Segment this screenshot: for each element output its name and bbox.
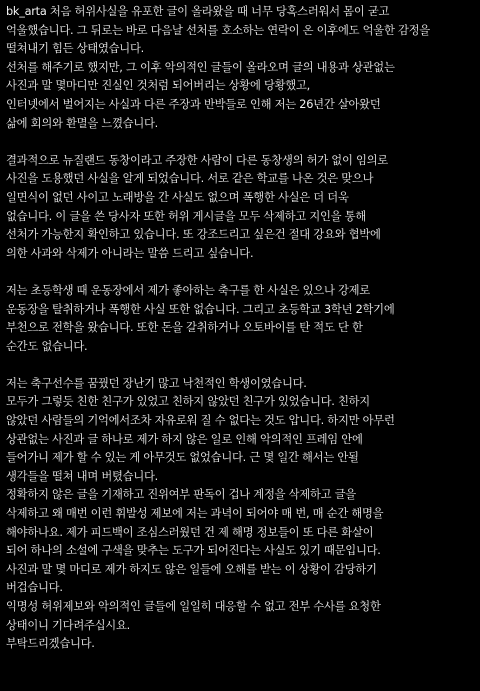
text-line: 결과적으로 뉴질랜드 동창이라고 주장한 사람이 다른 동창생의 허가 없이 임의로 — [6, 153, 388, 167]
text-line: 사진과 말 몇 마디로 제가 하지도 않은 일들에 오해를 받는 이 상황이 감당하기 — [6, 562, 377, 576]
paragraph-1 — [6, 3, 474, 133]
text-line: bk_arta 처음 허위사실을 유포한 글이 올라왔을 때 너무 당혹스러워서 몸이 굳고 — [6, 5, 390, 18]
text-line: 순간도 없습니다. — [6, 339, 88, 353]
text-line: 모두가 그렇듯 친한 친구가 있었고 친하지 않았던 친구가 있었습니다. 친하지 — [6, 395, 370, 409]
text-line: 삭제하고 왜 매번 이런 휘발성 제보에 저는 과녁이 되어야 매 번, 매 순간 해명을 — [6, 507, 384, 521]
text-line: 없습니다. 이 글을 쓴 당사자 또한 허위 게시글을 모두 삭제하고 지인을 통해 — [6, 209, 366, 223]
text-line: 의한 사과와 삭제가 아니라는 말씀 드리고 싶습니다. — [6, 246, 254, 260]
text-line: 운동장을 탈취하거나 폭행한 사실 또한 없습니다. 그리고 초등학교 3학년 2학기에 — [6, 302, 395, 316]
text-line: 들어가니 제가 할 수 있는 게 아무것도 없었습니다. 근 몇 일간 해서는 안될 — [6, 451, 359, 465]
text-line: 일면식이 없던 사이고 노래방을 간 사실도 없으며 폭행한 사실은 더 더욱 — [6, 190, 349, 204]
text-line: 않았던 사람들의 기억에서조차 자유로워 질 수 없다는 것도 압니다. 하지만 아무런 — [6, 414, 395, 428]
text-line: 삶에 회의와 환멸을 느꼈습니다. — [6, 116, 158, 130]
text-line: 해야하나요. 제가 피드백이 조심스러웠던 건 제 해명 정보들이 또 다른 화살이 — [6, 525, 374, 539]
text-line: 사진을 도용했던 사실을 알게 되었습니다. 서로 같은 학교를 나온 것은 맞으나 — [6, 172, 374, 186]
text-line: 저는 축구선수를 꿈꿨던 장난기 많고 낙천적인 학생이였습니다. — [6, 376, 307, 390]
paragraph-spacer — [6, 133, 474, 152]
text-line: 정확하지 않은 글을 기재하고 진위여부 판독이 겁나 계정을 삭제하고 글을 — [6, 488, 356, 502]
paragraph-spacer — [6, 263, 474, 282]
text-line: 부천으로 전학을 왔습니다. 또한 돈을 갈취하거나 오토바이를 탄 적도 단 한 — [6, 321, 363, 335]
text-line: 버겁습니다. — [6, 581, 63, 595]
text-line: 억울했습니다. 그 뒤로는 바로 다음날 선처를 호소하는 연락이 온 이후에도 억울한 감정을 — [6, 23, 430, 37]
text-line: 생각들을 떨쳐 내며 버텼습니다. — [6, 469, 158, 483]
text-line: 부탁드리겠습니다. — [6, 637, 95, 651]
text-line: 상관없는 사진과 글 하나로 제가 하지 않은 일로 인해 악의적인 프레임 안에 — [6, 432, 363, 446]
text-line: 저는 초등학생 때 운동장에서 제가 좋아하는 축구를 한 사실은 있으나 강제로 — [6, 283, 370, 297]
paragraph-spacer — [6, 356, 474, 375]
paragraph-3 — [6, 282, 474, 356]
text-line: 사진과 말 몇마디만 진실인 것처럼 되어버리는 상황에 당황했고, — [6, 79, 310, 93]
text-line: 인터넷에서 벌어지는 사실과 다른 주장과 반박들로 인해 저는 26년간 살아왔던 — [6, 97, 381, 111]
text-line: 떨쳐내기 힘든 상태였습니다. — [6, 42, 144, 56]
paragraph-2 — [6, 152, 474, 264]
text-line: 상태이니 기다려주십시요. — [6, 618, 130, 632]
text-line: 익명성 허위제보와 악의적인 글들에 일일히 대응할 수 없고 전부 수사를 요청한 — [6, 600, 381, 613]
text-line: 선처를 해주기로 했지만, 그 이후 악의적인 글들이 올라오며 글의 내용과 상관없는 — [6, 60, 395, 74]
paragraph-4 — [6, 375, 474, 654]
text-line: 되어 하나의 소설에 구색을 맞추는 도구가 되어진다는 사실도 있기 때문입니다. — [6, 544, 381, 558]
text-line: 선처가 가능한지 확인하고 있습니다. 또 강조드리고 싶은건 절대 강요와 협박에 — [6, 228, 381, 242]
